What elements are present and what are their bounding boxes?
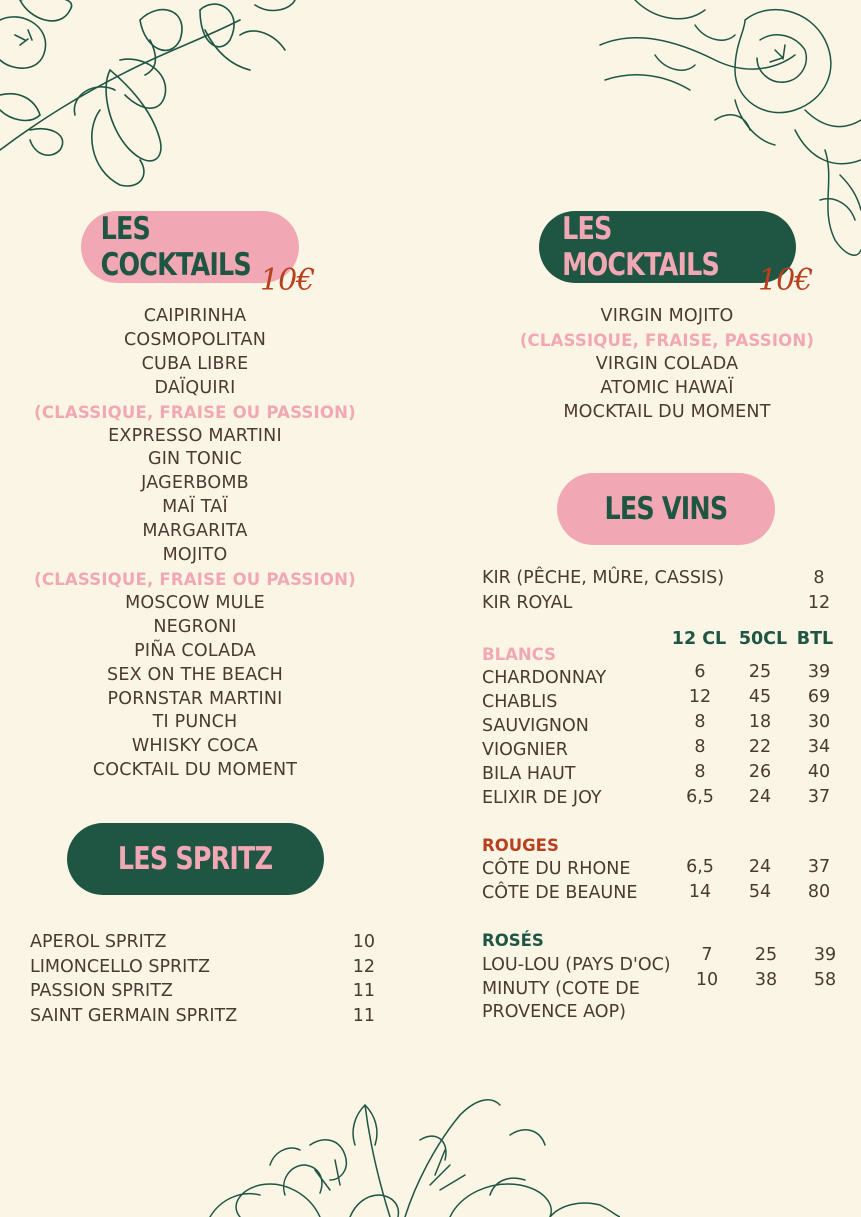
item-price: 11	[352, 981, 375, 1002]
list-item: CAIPIRINHA	[143, 306, 247, 326]
list-item	[30, 981, 375, 1006]
list-item: MARGARITA	[142, 521, 248, 542]
column-header-btl: BTL	[796, 629, 834, 649]
list-item: TI PUNCH	[152, 712, 238, 733]
spritz-title: LES SPRITZ	[118, 841, 273, 877]
category-blancs: BLANCS	[482, 645, 556, 664]
wine-price-btl: 30	[807, 712, 831, 732]
wine-price-12cl: 6,5	[686, 787, 714, 807]
list-item: ATOMIC HAWAÏ	[600, 377, 734, 398]
floral-bottom-center-illustration	[190, 1085, 620, 1217]
list-item: GIN TONIC	[147, 449, 243, 470]
list-item: PORNSTAR MARTINI	[107, 688, 283, 709]
item-name: PASSION SPRITZ	[30, 981, 173, 1002]
wine-price-50cl: 38	[754, 970, 778, 990]
wine-price-btl: 39	[807, 662, 831, 682]
list-item: PIÑA COLADA	[134, 640, 256, 661]
wine-price-12cl: 6,5	[686, 857, 714, 877]
wine-name: BILA HAUT	[482, 764, 576, 784]
list-item	[30, 1006, 375, 1031]
wine-price-50cl: 22	[748, 737, 772, 757]
wine-price-50cl: 24	[748, 857, 772, 877]
wine-price-btl: 34	[807, 737, 831, 757]
list-item: NEGRONI	[153, 616, 237, 637]
list-item: COCKTAIL DU MOMENT	[92, 760, 298, 781]
list-item	[30, 932, 375, 957]
list-item: DAÏQUIRI	[154, 377, 236, 398]
wine-price-btl: 58	[813, 970, 837, 990]
column-header-12cl: 12 CL	[671, 629, 727, 649]
list-item: COSMOPOLITAN	[123, 329, 266, 350]
list-item: MOCKTAIL DU MOMENT	[563, 401, 771, 422]
item-name: APEROL SPRITZ	[30, 932, 167, 952]
wine-price-btl: 37	[807, 787, 831, 807]
wine-price-50cl: 54	[748, 882, 772, 902]
list-item-variants: (CLASSIQUE, FRAISE OU PASSION)	[34, 569, 356, 589]
wine-price-12cl: 7	[701, 945, 713, 965]
wine-price-btl: 39	[813, 945, 837, 965]
item-price: 10	[352, 932, 375, 952]
kir-name: KIR (PÊCHE, MÛRE, CASSIS)	[482, 568, 725, 588]
column-header-50cl: 50CL	[738, 629, 788, 649]
wine-price-btl: 69	[807, 687, 831, 707]
vins-title-pill	[557, 473, 775, 545]
list-item: MOJITO	[162, 545, 228, 566]
wine-price-50cl: 24	[748, 787, 772, 807]
wine-price-50cl: 26	[748, 762, 772, 782]
wine-price-12cl: 8	[694, 737, 706, 757]
list-item: WHISKY COCA	[131, 736, 259, 757]
item-name: SAINT GERMAIN SPRITZ	[30, 1006, 238, 1027]
wine-name: VIOGNIER	[482, 740, 568, 760]
mocktails-price: 10€	[758, 263, 813, 298]
wine-price-12cl: 14	[688, 882, 712, 902]
list-item: EXPRESSO MARTINI	[108, 425, 282, 446]
list-item: SEX ON THE BEACH	[107, 664, 283, 685]
list-item: MAÏ TAÏ	[162, 497, 228, 518]
wine-name: CÔTE DE BEAUNE	[482, 883, 638, 903]
wine-price-50cl: 25	[754, 945, 778, 965]
wine-name-line1: MINUTY (COTE DE	[482, 979, 640, 999]
category-rouges: ROUGES	[482, 836, 559, 855]
wine-price-12cl: 12	[688, 687, 712, 707]
wine-price-12cl: 8	[694, 762, 706, 782]
wine-price-12cl: 6	[694, 662, 706, 682]
wine-price-btl: 40	[807, 762, 831, 782]
wine-name-line2: PROVENCE AOP)	[482, 1002, 626, 1022]
item-name: LIMONCELLO SPRITZ	[30, 956, 211, 977]
list-item: VIRGIN MOJITO	[600, 306, 734, 326]
kir-royal-name: KIR ROYAL	[482, 593, 573, 613]
wine-name: SAUVIGNON	[482, 716, 589, 736]
mocktails-title: LES MOCKTAILS	[562, 211, 720, 283]
wine-price-50cl: 25	[748, 662, 772, 682]
wine-name: ELIXIR DE JOY	[482, 788, 602, 808]
kir-price: 8	[813, 568, 825, 588]
list-item-variants: (CLASSIQUE, FRAISE, PASSION)	[519, 330, 815, 350]
wine-price-50cl: 45	[748, 687, 772, 707]
wine-price-12cl: 10	[695, 970, 719, 990]
spritz-title-pill	[67, 823, 324, 895]
wine-name: LOU-LOU (PAYS D'OC)	[482, 955, 671, 975]
wine-price-btl: 80	[807, 882, 831, 902]
list-item: MOSCOW MULE	[125, 592, 265, 613]
wine-name: CHARDONNAY	[482, 668, 607, 688]
list-item: VIRGIN COLADA	[595, 353, 739, 374]
kir-royal-price: 12	[807, 593, 831, 613]
wine-price-12cl: 8	[694, 712, 706, 732]
wine-name: CHABLIS	[482, 692, 558, 712]
list-item-variants: (CLASSIQUE, FRAISE OU PASSION)	[34, 402, 356, 422]
wine-price-50cl: 18	[748, 712, 772, 732]
floral-top-left-illustration	[0, 0, 300, 195]
wine-name: CÔTE DU RHONE	[482, 859, 631, 879]
vins-title: LES VINS	[604, 491, 728, 527]
item-price: 12	[352, 956, 375, 977]
spritz-list	[30, 932, 375, 1031]
wine-price-btl: 37	[807, 857, 831, 877]
item-price: 11	[352, 1006, 375, 1027]
category-roses: ROSÉS	[482, 931, 544, 950]
cocktails-list	[20, 305, 370, 783]
list-item	[30, 957, 375, 982]
list-item: CUBA LIBRE	[141, 353, 249, 374]
cocktails-price: 10€	[260, 263, 315, 298]
cocktails-title: LES COCKTAILS	[100, 211, 251, 283]
mocktails-list	[492, 305, 842, 425]
list-item: JAGERBOMB	[141, 473, 249, 494]
